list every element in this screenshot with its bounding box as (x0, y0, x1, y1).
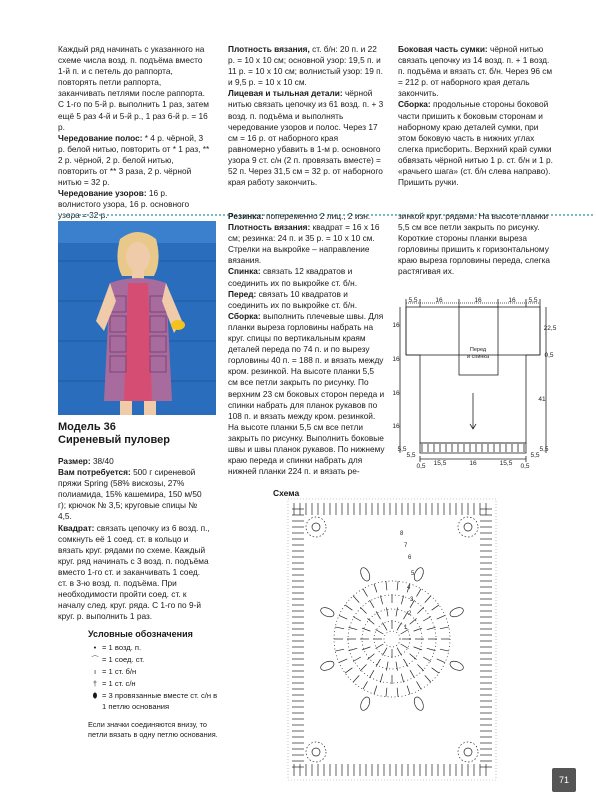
scheme-mark (362, 609, 422, 669)
double-crochet-icon: † (92, 679, 98, 688)
legend-item-text: = 1 ст. с/н (102, 679, 136, 688)
scheme-mark (353, 617, 361, 622)
scheme-mark (370, 670, 375, 678)
page-number: 71 (552, 768, 576, 792)
pattern-top-label: 5,5 (408, 297, 418, 304)
legend-item (88, 690, 218, 712)
legend-item-text: = 1 соед. ст. (102, 655, 145, 664)
paragraph (228, 311, 386, 477)
paragraph-text: чёрной нитью связать цепочку из 14 возд. п. + 1 возд. п. подъёма и вязать ст. б/н. Через 96 см = 212 р. от наборного края деталь закончить. (398, 44, 553, 99)
legend-item (88, 678, 218, 689)
col2-bottom (228, 211, 386, 477)
pattern-left-label: 16 (392, 423, 400, 430)
paragraph-label: Вам потребуется: (58, 467, 131, 478)
scheme-mark (335, 649, 344, 651)
paragraph-label: Размер: (58, 456, 91, 466)
pattern-diagram (392, 293, 557, 471)
pattern-bottom-label: 15,5 (499, 460, 513, 467)
paragraph (58, 188, 210, 221)
paragraph-label: Сборка: (228, 310, 261, 321)
scheme-mark (432, 668, 439, 673)
paragraph-text: связать 10 квадратов и соединить их по выкройке ст. б/н. (228, 288, 357, 310)
scheme-mark (412, 696, 425, 712)
paragraph (228, 44, 386, 88)
pattern-bottom-label: 16 (469, 460, 477, 467)
scheme-mark (401, 644, 409, 649)
paragraph (58, 523, 210, 623)
paragraph (398, 44, 553, 99)
scheme-title: Схема (273, 488, 300, 498)
scheme-mark (306, 742, 326, 762)
scheme-mark (374, 686, 377, 695)
paragraph (58, 44, 210, 133)
scheme-row-number: 6 (408, 555, 412, 561)
col2-top (228, 44, 386, 188)
scheme-mark (458, 742, 478, 762)
scheme-mark (312, 523, 320, 531)
col1-top (58, 44, 210, 222)
scheme-mark (417, 589, 422, 597)
scheme-mark (397, 581, 398, 590)
paragraph-text: квадрат = 16 х 16 см; резинка: 24 п. и 35 р. = 10 х 10 см. Стрелки на выкройке – направление вязания. (228, 222, 380, 266)
paragraph-label: Лицевая и тыльная детали: (228, 88, 343, 99)
paragraph-text: 16 р. волнистого узора, 16 р. основного узора = 32 р. (58, 188, 190, 221)
scheme-mark (417, 607, 423, 613)
paragraph (58, 133, 210, 188)
pattern-right-label: 22,5 (543, 325, 557, 332)
single-crochet-icon: ı (93, 667, 97, 676)
scheme-mark (410, 618, 417, 624)
paragraph (228, 289, 386, 311)
paragraph (228, 266, 386, 288)
paragraph-text: продольные стороны боковой части пришить к боковым сторонам и наборному краю деталей сумки, при этом боковую часть в нижних углах слегка присборить. Верхний край сумки обвязать чёрной нитью 1 р. ст. б/н и 1 р. «рачьего шага» (ст. б/н слева направо). Пришить ручки. (398, 99, 553, 188)
paragraph-text: выполнить плечевые швы. Для планки выреза горловины набрать на круг. спицы по вертикальным краям деталей переда по 74 п. и по вырезу горловины 40 п. = 188 п. и вязать между кром. резинкой. На высоте планки 5,5 см все петли закрыть по рисунку. По верхним 23 см боковых сторон переда и спинки набрать для планок рукавов по 108 п. и вязать между кром. резинкой. На высоте планки 5,5 см все петли закрыть по рисунку. Выполнить боковые швы и швы планок рукавов. По нижнему краю переда и спинки набрать для нижней планки 224 п. и вязать ре- (228, 310, 385, 477)
scheme-mark (386, 688, 387, 697)
scheme-mark (319, 606, 335, 619)
pattern-top-label: 16 (508, 297, 516, 304)
paragraph-label: Плотность вязания, (228, 44, 310, 54)
scheme-mark (360, 607, 366, 613)
scheme-mark (376, 659, 381, 667)
paragraph-label: Спинка: (228, 266, 261, 277)
scheme-row-number: 3 (410, 597, 414, 603)
scheme-mark (397, 648, 402, 656)
scheme-mark (449, 606, 465, 619)
scheme-mark (458, 517, 478, 537)
scheme-mark (401, 596, 403, 605)
scheme-mark (464, 523, 472, 531)
scheme-mark (349, 648, 358, 650)
scheme-mark (339, 659, 347, 663)
paragraph (228, 88, 386, 188)
scheme-mark (383, 648, 388, 656)
pattern-left-label: 5,5 (397, 446, 407, 453)
scheme-mark (427, 648, 436, 650)
scheme-mark (362, 628, 370, 631)
paragraph-text: * 4 р. чёрной, 3 р. белой нитью, повторить от * 1 раз, ** 2 р. чёрной, 2 р. белой нитью, повторить от ** 3 раза, 2 р. чёрной нитью = 32 р. (58, 132, 210, 188)
scheme-mark (384, 631, 400, 647)
paragraph-text: связать 12 квадратов и соединить их по выкройке ст. б/н. (228, 266, 357, 288)
pattern-bottom-label: 15,5 (433, 460, 447, 467)
scheme-mark (335, 627, 344, 629)
scheme-mark (423, 617, 431, 622)
scheme-mark (449, 659, 465, 672)
scheme-mark (374, 584, 377, 593)
pattern-bottom-edge: 5,5 (406, 452, 416, 459)
paragraph-label: Плотность вязания: (228, 222, 311, 233)
scheme-mark (437, 659, 445, 663)
pattern-bottom-label: 0,5 (520, 463, 530, 470)
scheme-mark (410, 654, 417, 660)
legend-item-text: = 1 ст. б/н (102, 667, 137, 676)
pattern-right-label: 41 (538, 396, 546, 403)
scheme-mark (383, 623, 388, 631)
paragraph-label: Чередование узоров: (58, 188, 147, 199)
scheme-mark (386, 662, 388, 671)
paragraph-text: ст. б/н: 20 п. и 22 р. = 10 х 10 см; основной узор: 19,5 п. и 11 р. = 10 х 10 см; волнистый узор: 19 п. и 9,5 р. = 10 х 10 см. (228, 44, 383, 88)
paragraph-text: 500 г сиреневой пряжи Spring (58% вискозы, 27% полиамида, 15% кашемира, 150 м/50 г); крючок № 3,5; круговые спицы № 4,5. (58, 467, 202, 522)
scheme-mark (367, 654, 374, 660)
model-title: Сиреневый пуловер (58, 434, 170, 446)
scheme-mark (353, 675, 359, 682)
scheme-mark (401, 674, 403, 683)
paragraph-label: Чередование полос: (58, 132, 143, 143)
scheme-mark (432, 605, 439, 610)
scheme-row-number: 8 (400, 531, 404, 537)
scheme-mark (353, 596, 359, 603)
pattern-bottom-label: 0,5 (416, 463, 426, 470)
scheme-mark (423, 657, 431, 662)
paragraph-label: Боковая часть сумки: (398, 44, 488, 54)
scheme-mark (425, 596, 431, 603)
scheme-mark (312, 748, 320, 756)
paragraph (228, 222, 386, 266)
paragraph (58, 456, 210, 467)
scheme-row-number: 2 (408, 611, 412, 617)
scheme-mark (380, 674, 382, 683)
scheme-mark (386, 581, 387, 590)
legend-note: Если значки соединяются внизу, то петли вязать в одну петлю основания. (88, 720, 218, 739)
scheme-mark (363, 681, 368, 689)
paragraph-label: Резинка: (228, 211, 264, 221)
scheme-mark (353, 657, 361, 662)
legend-item (88, 666, 218, 677)
cluster-icon: ⬮ (92, 691, 98, 700)
col3-bottom-text: зинкой круг. рядами. На высоте планки 5,5 см все петли закрыть по рисунку. Короткие стороны планки выреза горловины пришить к горизонтальному краю выреза горловины переда, слегка растягивая их. (398, 211, 551, 277)
paragraph (228, 211, 386, 222)
legend-item-text: = 1 возд. п. (102, 643, 142, 652)
paragraph-text: чёрной нитью связать цепочку из 61 возд. п. + 3 возд. п. подъёма и выполнять чередование узоров и полос. Через 17 см = 16 р. от наборного края равномерно убавить в 1-м р. основного узора 9 ст. с/н (2 п. провязать вместе) = 52 п. Через 31,5 см = 32 р. от наборного края работу закончить. (228, 88, 384, 188)
model-number: Модель 36 (58, 421, 116, 433)
scheme-mark (386, 607, 388, 616)
scheme-mark (427, 627, 436, 629)
scheme-mark (397, 688, 398, 697)
scheme-row-number: 7 (404, 543, 408, 549)
scheme-row-number: 4 (407, 585, 411, 591)
pattern-right-label: 0,5 (544, 352, 554, 359)
paragraph (398, 99, 553, 188)
scheme-mark (417, 664, 423, 670)
scheme-row-number: 1 (404, 625, 408, 631)
model-photo (58, 221, 216, 415)
legend (88, 629, 218, 739)
pattern-left-label: 16 (392, 356, 400, 363)
scheme-mark (306, 517, 326, 537)
scheme-mark (376, 644, 384, 649)
scheme-mark (417, 681, 422, 689)
scheme-mark (410, 670, 415, 678)
pattern-left-label: 16 (392, 322, 400, 329)
pattern-top-label: 16 (435, 297, 443, 304)
scheme-mark (425, 675, 431, 682)
scheme-mark (359, 566, 372, 582)
scheme-mark (349, 627, 358, 629)
pattern-top-label: 16 (474, 297, 482, 304)
pattern-center-label: Перед (469, 347, 487, 353)
paragraph-text: Каждый ряд начинать с указанного на схеме числа возд. п. подъёма вместо 1-й п. и с петель до раппорта, повторять петли раппорта, заканчивать петлями после раппорта. С 1-го по 5-й р. выполнить 1 раз, затем ещё 5 раз 4-й и 5-й р., 1 раз 6-й р. = 16 р. (58, 44, 209, 132)
scheme-mark (360, 664, 366, 670)
pattern-left-label: 16 (392, 390, 400, 397)
scheme-mark (359, 696, 372, 712)
scheme-mark (414, 647, 422, 650)
legend-item (88, 654, 218, 665)
slip-stitch-icon: ⌒ (91, 655, 99, 664)
paragraph-text: связать цепочку из 6 возд. п., сомкнуть её 1 соед. ст. в кольцо и вязать круг. рядами по схеме. Каждый круг. ряд начинать с 3 возд. п. подъёма вместо 1-го ст. и заканчивать 1 соед. ст. в 3-ю возд. п. подъёма. При необходимости пройти соед. ст. к началу след. круг. ряда. С 1-го по 9-й круг. р. выполнить 1 раз. (58, 522, 210, 622)
paragraph-label: Сборка: (398, 99, 431, 110)
pattern-bottom-edge: 5,5 (530, 452, 540, 459)
scheme-mark (437, 615, 445, 619)
paragraph-text: попеременно 2 лиц., 2 изн. (263, 211, 371, 221)
scheme-mark (396, 607, 398, 616)
scheme-mark (397, 623, 402, 631)
pattern-right-label: 5,5 (539, 446, 549, 453)
paragraph-label: Квадрат: (58, 522, 95, 533)
col3-bottom (398, 211, 553, 278)
scheme-mark (396, 662, 398, 671)
scheme-mark (440, 627, 449, 629)
col3-top (398, 44, 553, 188)
scheme-mark (380, 596, 382, 605)
scheme-mark (345, 605, 352, 610)
scheme-mark (464, 748, 472, 756)
paragraph-label: Перед: (228, 288, 257, 299)
scheme-mark (407, 686, 410, 695)
scheme-mark (363, 589, 368, 597)
pattern-center-label: и спинка (466, 354, 490, 360)
scheme-mark (440, 649, 449, 651)
paragraph-text: 38/40 (90, 456, 114, 466)
paragraph (58, 467, 210, 522)
chain-stitch-icon: • (93, 643, 97, 652)
scheme-row-number: 5 (411, 571, 415, 577)
scheme-mark (404, 659, 409, 667)
legend-item-text: = 3 провязанные вместе ст. с/н в 1 петлю основания (102, 691, 218, 711)
scheme-mark (339, 615, 347, 619)
scheme-mark (319, 659, 335, 672)
col1-bottom (58, 456, 210, 622)
scheme-mark (367, 618, 374, 624)
scheme-mark (376, 630, 384, 635)
legend-title: Условные обозначения (88, 629, 193, 639)
scheme-mark (345, 668, 352, 673)
legend-item (88, 642, 218, 653)
pattern-top-label: 5,5 (528, 297, 538, 304)
crochet-scheme (286, 497, 498, 782)
model-heading (58, 421, 170, 447)
scheme-mark (370, 600, 375, 608)
